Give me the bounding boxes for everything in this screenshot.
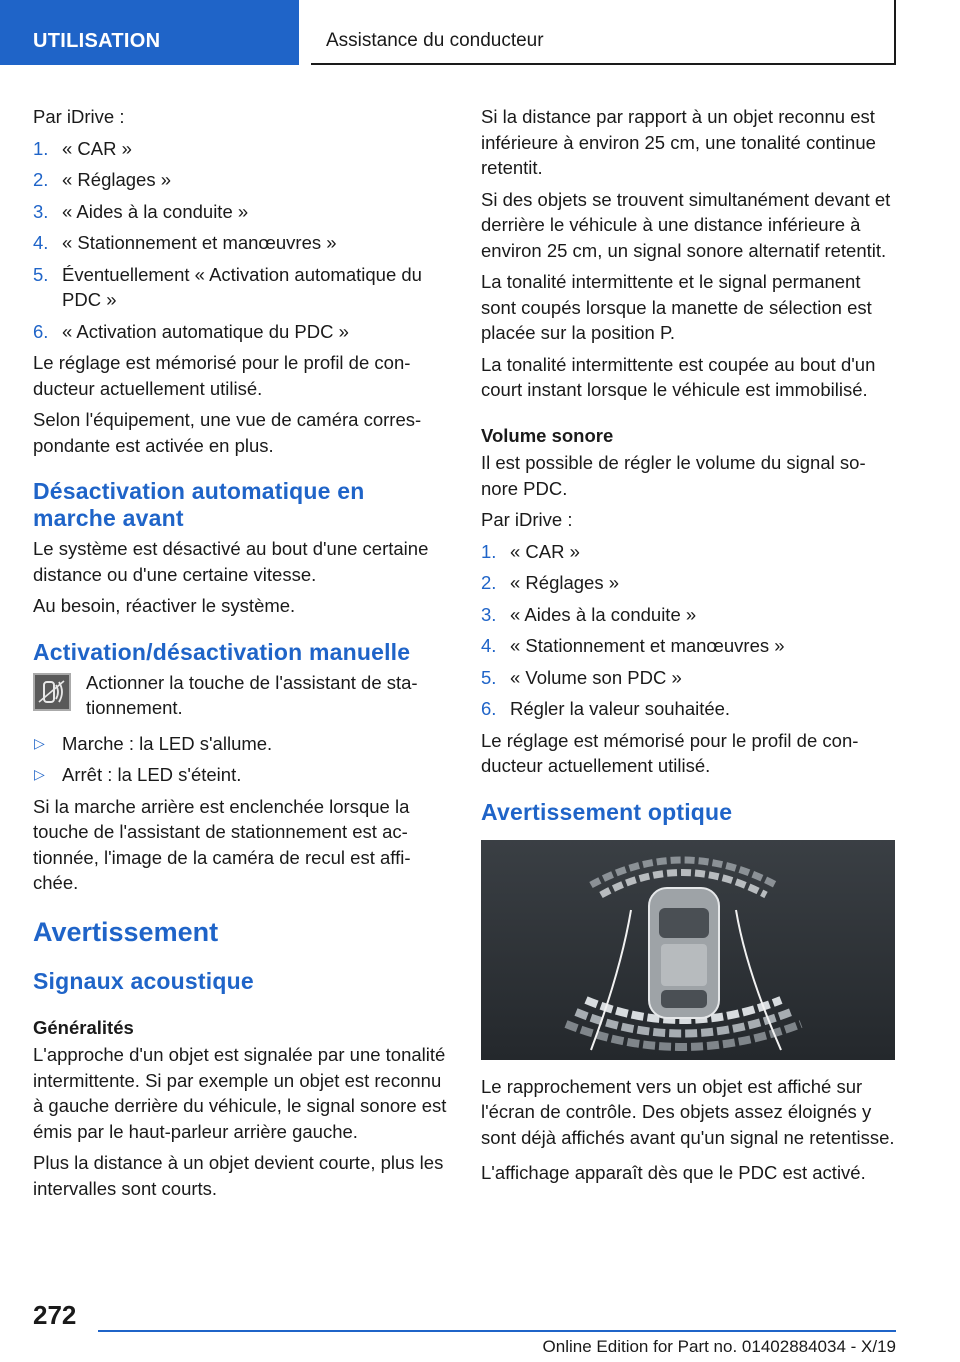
- paragraph-desactive: Le système est désactivé au bout d'une certaine distance ou d'une certaine vitesse.: [33, 538, 429, 585]
- steps-list-volume: [481, 539, 895, 722]
- paragraph-immobilise: La tonalité intermittente est coupée au bout d'un court instant lorsque le véhicule est immobilisé.: [481, 353, 876, 400]
- section-title: UTILISATION: [33, 30, 161, 52]
- heading-generalites: Généralités: [33, 1016, 134, 1038]
- step-item: 6. « Activation automatique du PDC »: [33, 320, 349, 342]
- paragraph-affichage: L'affichage apparaît dès que le PDC est activé.: [481, 1162, 866, 1183]
- paragraph-memorise: Le réglage est mémorisé pour le profil de conducteur actuellement utilisé.: [33, 352, 411, 399]
- step-item: 1. « CAR »: [481, 540, 580, 562]
- paragraph-regler: Il est possible de régler le volume du signal sonore PDC.: [481, 452, 866, 499]
- page-number: 272: [33, 1300, 77, 1330]
- pdc-button-instruction: [33, 670, 447, 721]
- step-item: 3. « Aides à la conduite »: [33, 200, 249, 222]
- list-item: ▷ Marche : la LED s'allume.: [33, 731, 447, 757]
- pdc-display-figure: [481, 840, 895, 1060]
- steps-list-pdc-activation: [33, 136, 447, 345]
- heading-manuelle: Activation/désactivation manuelle: [33, 638, 411, 665]
- triangle-bullet-icon: ▷: [34, 766, 45, 782]
- step-item: 6. Régler la valeur souhaitée.: [481, 698, 731, 719]
- chapter-title: Assistance du conducteur: [326, 30, 544, 51]
- led-status-list: [33, 731, 447, 788]
- step-item: 5. Éventuellement « Activation automatique du PDC »: [33, 263, 422, 310]
- paragraph-25cm: Si la distance par rapport à un objet reconnu est inférieure à environ 25 cm, une tonalité continue retentit.: [481, 106, 876, 178]
- step-item: 1. « CAR »: [33, 137, 132, 159]
- section-tab: [0, 0, 299, 65]
- paragraph-coupes: La tonalité intermittente et le signal permanent sont coupés lorsque la manette de sélection est placée sur la position P.: [481, 271, 872, 343]
- heading-optique: Avertissement optique: [481, 798, 733, 825]
- step-item: 3. « Aides à la conduite »: [481, 603, 697, 625]
- right-column: [481, 104, 895, 1192]
- parking-assistant-button-icon: [33, 673, 71, 711]
- heading-avertissement: Avertissement: [33, 916, 219, 947]
- paragraph-memorise: Le réglage est mémorisé pour le profil de conducteur actuellement utilisé.: [481, 729, 859, 776]
- left-column: [33, 104, 447, 1207]
- footer-divider: [98, 1330, 896, 1332]
- paragraph-marche-arriere: Si la marche arrière est enclenchée lorsque la touche de l'assistant de stationnement est actionnée, l'image de la caméra de recul est affichée.: [33, 795, 411, 893]
- heading-signaux: Signaux acoustique: [33, 967, 254, 994]
- triangle-bullet-icon: ▷: [34, 734, 45, 751]
- heading-desactivation: Désactivation automatique en marche avant: [33, 478, 365, 531]
- list-item: ▷ Arrêt : la LED s'éteint.: [33, 762, 447, 788]
- pdc-car-top-view-illustration: [481, 840, 895, 1060]
- footer-edition: Online Edition for Part no. 01402884034 - X/19: [542, 1337, 896, 1356]
- step-item: 4. « Stationnement et manœuvres »: [481, 635, 785, 656]
- paragraph-besoin: Au besoin, réactiver le système.: [33, 595, 296, 616]
- heading-volume: Volume sonore: [481, 424, 614, 446]
- step-item: 4. « Stationnement et manœuvres »: [33, 232, 337, 253]
- paragraph-simultanement: Si des objets se trouvent simultanément devant et derrière le véhicule à une distance inférieure à environ 25 cm, un signal sonore alternatif retentit.: [481, 188, 891, 261]
- step-item: 5. « Volume son PDC »: [481, 666, 682, 688]
- paragraph-approche: L'approche d'un objet est signalée par une tonalité intermittente. Si par exemple un objet est reconnu à gauche derrière du véhicule, le signal sonore est émis par le haut-parleur arrière gauche.: [33, 1044, 447, 1142]
- par-idrive-label: Par iDrive :: [33, 106, 125, 127]
- paragraph-distance: Plus la distance à un objet devient courte, plus les intervalles sont courts.: [33, 1152, 444, 1199]
- step-item: 2. « Réglages »: [33, 169, 172, 190]
- paragraph-actionner: Actionner la touche de l'assistant de stationnement.: [86, 671, 418, 718]
- par-idrive-label: Par iDrive :: [481, 509, 573, 530]
- paragraph-equipement: Selon l'équipement, une vue de caméra correspondante est activée en plus.: [33, 409, 422, 456]
- step-item: 2. « Réglages »: [481, 572, 620, 593]
- chapter-tab: [311, 0, 896, 65]
- paragraph-rapprochement: Le rapprochement vers un objet est affiché sur l'écran de contrôle. Des objets assez éloignés y sont déjà affichés avant qu'un signal ne retentisse.: [481, 1075, 895, 1148]
